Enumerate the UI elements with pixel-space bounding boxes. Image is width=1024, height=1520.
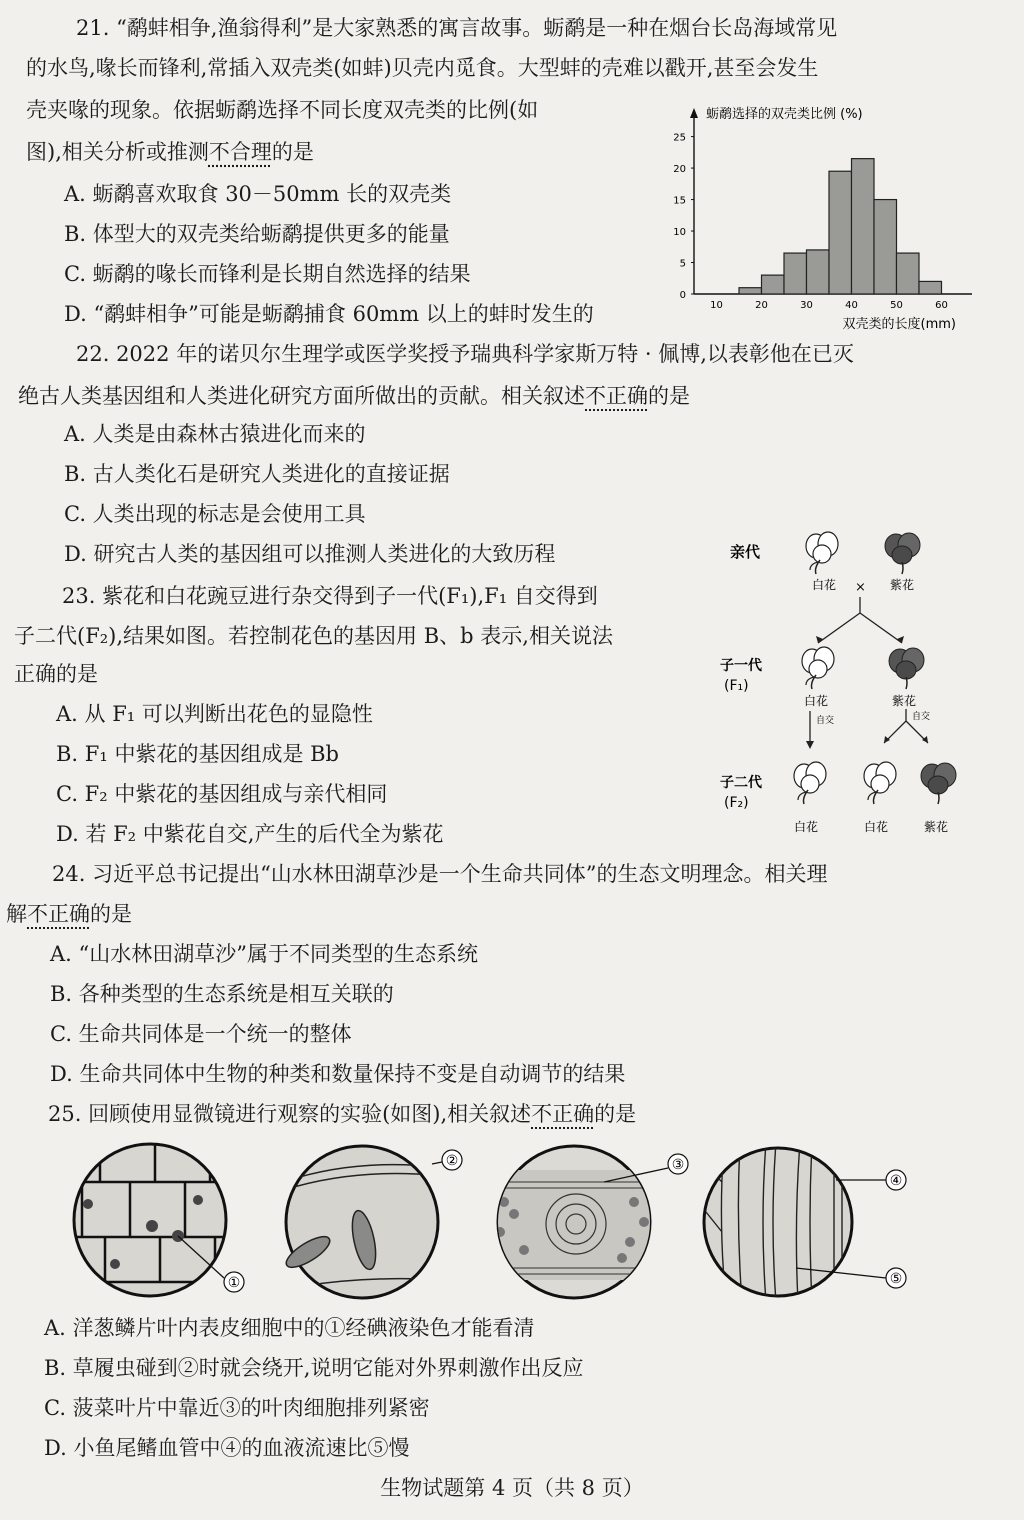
marker-3: ③ — [671, 1157, 685, 1173]
x-tick-label: 40 — [845, 300, 858, 311]
x-tick-label: 20 — [755, 300, 768, 311]
emphasis-marks: 不正确 — [27, 902, 90, 926]
q25-option-a: A. 洋葱鳞片叶内表皮细胞中的①经碘液染色才能看清 — [44, 1316, 535, 1340]
q21-stem-line-3: 壳夹喙的现象。依据蛎鹬选择不同长度双壳类的比例(如 — [26, 98, 539, 122]
q23-option-a: A. 从 F₁ 可以判断出花色的显隐性 — [56, 702, 373, 726]
histogram-bar — [919, 281, 942, 294]
chart-title: 蛎鹬选择的双壳类比例 (%) — [706, 107, 863, 122]
x-tick-label: 10 — [710, 300, 723, 311]
white-flower-icon — [806, 532, 838, 574]
histogram-bar — [762, 275, 785, 294]
label-purple: 紫花 — [890, 578, 915, 592]
label-self: 自交 — [816, 716, 835, 726]
q21-stem-line-2: 的水鸟,喙长而锋利,常插入双壳类(如蚌)贝壳内觅食。大型蚌的壳难以戳开,甚至会发生 — [26, 56, 819, 80]
label-self: 自交 — [912, 712, 931, 722]
emphasis-marks: 不合理 — [208, 140, 272, 164]
label-f1-symbol: (F₁) — [724, 678, 749, 694]
q23-stem-line-2: 子二代(F₂),结果如图。若控制花色的基因用 B、b 表示,相关说法 — [14, 624, 613, 648]
label-f1: 子一代 — [720, 658, 762, 674]
emphasis-marks: 不正确 — [531, 1102, 595, 1126]
histogram-bar — [897, 253, 920, 294]
q22-option-a: A. 人类是由森林古猿进化而来的 — [64, 422, 366, 446]
emphasis-marks: 不正确 — [585, 384, 648, 408]
q24-option-c: C. 生命共同体是一个统一的整体 — [50, 1022, 352, 1046]
q21-option-d: D. “鹬蚌相争”可能是蛎鹬捕食 60mm 以上的蚌时发生的 — [64, 302, 594, 326]
y-tick-label: 20 — [673, 164, 686, 176]
histogram-bar — [874, 200, 897, 294]
histogram-bar — [852, 159, 875, 294]
white-flower-icon — [802, 647, 834, 689]
q24-option-b: B. 各种类型的生态系统是相互关联的 — [50, 982, 394, 1006]
q24-option-d: D. 生命共同体中生物的种类和数量保持不变是自动调节的结果 — [50, 1062, 626, 1086]
q21-option-c: C. 蛎鹬的喙长而锋利是长期自然选择的结果 — [64, 262, 471, 286]
q22-option-c: C. 人类出现的标志是会使用工具 — [64, 502, 366, 526]
marker-1: ① — [227, 1275, 241, 1291]
page-footer: 生物试题第 4 页（共 8 页） — [380, 1476, 644, 1500]
histogram-bar — [807, 250, 830, 294]
y-tick-label: 5 — [679, 258, 686, 270]
histogram-bar — [784, 253, 807, 294]
y-tick-label: 0 — [679, 290, 686, 301]
y-tick-label: 15 — [673, 195, 686, 207]
paramecium-figure — [272, 1142, 492, 1302]
histogram-bar — [829, 171, 852, 294]
q25-stem-line-1: 25. 回顾使用显微镜进行观察的实验(如图),相关叙述不正确的是 — [48, 1102, 637, 1126]
q23-stem-line-3: 正确的是 — [14, 662, 98, 686]
x-tick-label: 60 — [935, 300, 948, 311]
q21-option-a: A. 蛎鹬喜欢取食 30－50mm 长的双壳类 — [64, 182, 452, 206]
label-purple: 紫花 — [892, 694, 917, 708]
q24-option-a: A. “山水林田湖草沙”属于不同类型的生态系统 — [50, 942, 478, 966]
y-axis-arrow — [690, 108, 698, 118]
q22-stem-line-1: 22. 2022 年的诺贝尔生理学或医学奖授予瑞典科学家斯万特 · 佩博,以表彰他在已灭 — [76, 342, 854, 366]
q24-stem-line-2: 解不正确的是 — [6, 902, 132, 926]
cross-symbol: × — [855, 580, 866, 595]
marker-4: ④ — [889, 1173, 903, 1189]
label-parent: 亲代 — [730, 543, 761, 561]
q21-option-b: B. 体型大的双壳类给蛎鹬提供更多的能量 — [64, 222, 450, 246]
label-white: 白花 — [864, 820, 889, 834]
purple-flower-icon — [885, 533, 920, 574]
x-tick-label: 50 — [890, 300, 903, 311]
q21-stem-line-1: 21. “鹬蚌相争,渔翁得利”是大家熟悉的寓言故事。蛎鹬是一种在烟台长岛海域常见 — [76, 16, 838, 40]
purple-flower-icon — [889, 648, 924, 689]
label-f2-symbol: (F₂) — [724, 795, 749, 811]
marker-2: ② — [445, 1153, 459, 1169]
q23-option-d: D. 若 F₂ 中紫花自交,产生的后代全为紫花 — [56, 822, 444, 846]
x-tick-label: 30 — [800, 300, 813, 311]
label-f2: 子二代 — [720, 775, 762, 791]
q23-stem-line-1: 23. 紫花和白花豌豆进行杂交得到子一代(F₁),F₁ 自交得到 — [62, 584, 598, 608]
q25-option-d: D. 小鱼尾鳍血管中④的血液流速比⑤慢 — [44, 1436, 410, 1460]
q22-stem-line-2: 绝古人类基因组和人类进化研究方面所做出的贡献。相关叙述不正确的是 — [18, 384, 690, 408]
q21-stem-line-4: 图),相关分析或推测不合理的是 — [26, 140, 314, 164]
q24-stem-line-1: 24. 习近平总书记提出“山水林田湖草沙是一个生命共同体”的生态文明理念。相关理 — [52, 862, 828, 886]
x-axis-label: 双壳类的长度(mm) — [842, 317, 956, 332]
pea-cross-diagram — [700, 525, 990, 845]
label-white: 白花 — [804, 694, 829, 708]
q23-option-c: C. F₂ 中紫花的基因组成与亲代相同 — [56, 782, 388, 806]
y-tick-label: 25 — [673, 132, 686, 144]
label-white: 白花 — [794, 820, 819, 834]
y-tick-label: 10 — [673, 227, 686, 239]
histogram-chart — [660, 98, 990, 334]
q23-option-b: B. F₁ 中紫花的基因组成是 Bb — [56, 742, 339, 766]
q22-option-d: D. 研究古人类的基因组可以推测人类进化的大致历程 — [64, 542, 556, 566]
spinach-leaf-figure — [484, 1142, 704, 1302]
white-flower-icon — [864, 762, 896, 804]
q25-option-b: B. 草履虫碰到②时就会绕开,说明它能对外界刺激作出反应 — [44, 1356, 584, 1380]
marker-5: ⑤ — [889, 1271, 903, 1287]
onion-cells-figure — [60, 1142, 260, 1302]
histogram-bar — [739, 288, 762, 294]
label-purple: 紫花 — [924, 820, 949, 834]
white-flower-icon — [794, 762, 826, 804]
q22-option-b: B. 古人类化石是研究人类进化的直接证据 — [64, 462, 450, 486]
purple-flower-icon — [921, 763, 956, 804]
fish-tail-figure — [696, 1142, 926, 1302]
label-white: 白花 — [812, 578, 837, 592]
q25-option-c: C. 菠菜叶片中靠近③的叶肉细胞排列紧密 — [44, 1396, 430, 1420]
